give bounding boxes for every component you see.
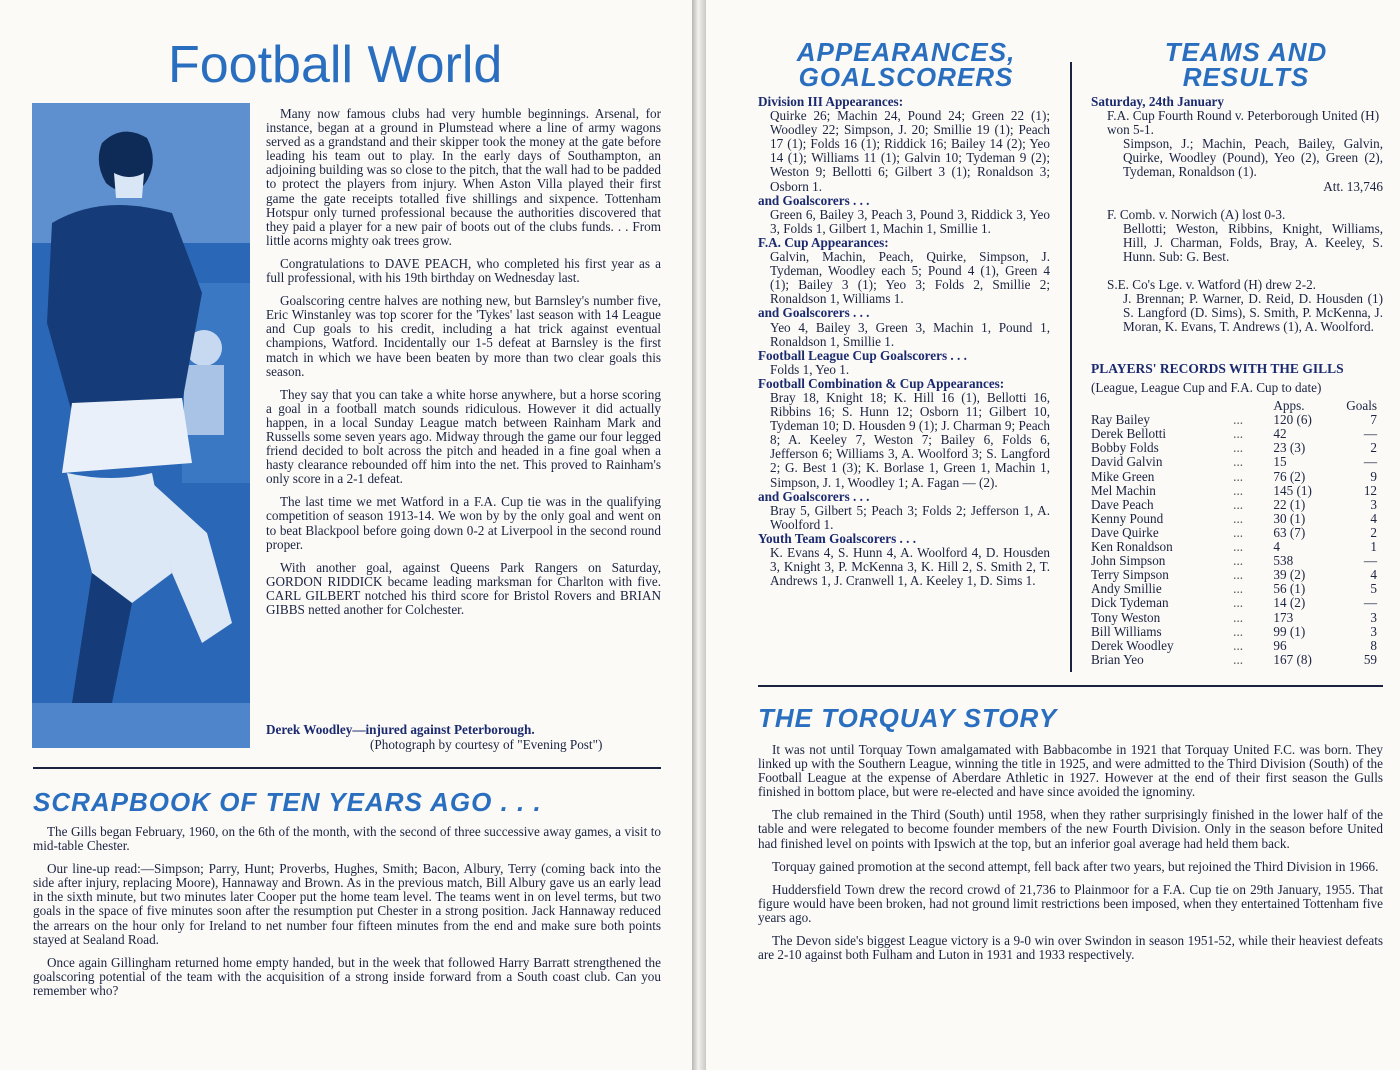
leader-dots: ...: [1233, 468, 1244, 484]
player-apps: 56 (1): [1273, 581, 1306, 597]
result-attendance: Att. 13,746: [1323, 178, 1383, 194]
player-apps: 15: [1273, 454, 1287, 470]
player-name: Brian Yeo: [1091, 651, 1144, 667]
player-apps: 39 (2): [1273, 567, 1306, 583]
leader-dots: ...: [1233, 454, 1244, 470]
article-paragraph: Goalscoring centre halves are nothing new, but Barnsley's number five, Eric Winstanley was top scorer for the 'Tykes' last season with 14 League and Cup goals to his credit, including a hat trick against eventual champions, Watford. Incidentally our 1-5 defeat at Barnsley is the first match in which we have been beaten by more than two clear goals this season.: [266, 293, 661, 379]
photo-caption-credit: (Photograph by courtesy of "Evening Post"): [370, 737, 603, 752]
leader-dots: ...: [1233, 581, 1244, 597]
leader-dots: ...: [1233, 539, 1244, 555]
player-goals: —: [1363, 553, 1378, 569]
section-text: Yeo 4, Bailey 3, Green 3, Machin 1, Pound 1, Ronaldson 1, Smillie 1.: [770, 319, 1050, 349]
leader-dots: ...: [1233, 426, 1244, 442]
player-apps: 42: [1273, 426, 1287, 442]
section-heading: and Goalscorers . . .: [758, 488, 870, 504]
section-heading: Youth Team Goalscorers . . .: [758, 530, 917, 546]
leader-dots: ...: [1233, 524, 1244, 540]
records-subtitle: (League, League Cup and F.A. Cup to date): [1091, 380, 1322, 396]
result-block: [1091, 278, 1383, 334]
player-apps: 173: [1273, 609, 1294, 625]
match-date: Saturday, 24th January: [1091, 94, 1225, 109]
player-record-row: [1091, 512, 1383, 526]
player-name: Kenny Pound: [1091, 510, 1164, 526]
player-name: Dick Tydeman: [1091, 595, 1169, 611]
player-record-row: [1091, 526, 1383, 540]
result-block: [1091, 109, 1383, 194]
player-goals: 12: [1363, 482, 1378, 498]
player-record-row: [1091, 455, 1383, 469]
scrapbook-title: SCRAPBOOK OF TEN YEARS AGO . . .: [33, 787, 542, 817]
page-title: Football World: [168, 36, 503, 94]
player-name: Derek Bellotti: [1091, 426, 1167, 442]
photo-caption: [266, 722, 661, 752]
torquay-title: THE TORQUAY STORY: [758, 703, 1058, 733]
scrapbook-paragraph: Once again Gillingham returned home empty handed, but in the week that followed Harry Barratt strengthened the goalscoring potential of the team with the acquisition of a strong inside forward from a South coast club. Can you remember who?: [33, 954, 661, 998]
player-goals: 4: [1370, 567, 1378, 583]
leader-dots: ...: [1233, 496, 1244, 512]
player-name: Bobby Folds: [1091, 440, 1159, 456]
section-heading: Division III Appearances:: [758, 94, 904, 109]
player-goals: —: [1363, 595, 1378, 611]
player-apps: 145 (1): [1273, 482, 1312, 498]
scrapbook-paragraph: The Gills began February, 1960, on the 6th of the month, with the second of three successive away games, a visit to mid-table Chester.: [33, 824, 661, 854]
player-apps: 4: [1273, 539, 1280, 555]
result-team: Simpson, J.; Machin, Peach, Bailey, Galvin, Quirke, Woodley (Pound), Yeo (2), Green (2), Tydeman, Ronaldson (1).: [1123, 136, 1383, 180]
player-goals: 2: [1370, 524, 1378, 540]
section-text: Bray 18, Knight 18; K. Hill 16 (1), Bellotti 16, Ribbins 16; S. Hunn 12; Osborn 11; Gilbert 10, Tydeman 10; D. Housden 9 (1); J. Charman 9; Peach 8; A. Keeley 7, Weston 7; Bailey 6, Folds 6, Jefferson 6; Williams 3, A. Woolford 3; S. Langford 2; G. Best 1 (3); K. Borlase 1, Green 1, Machin 1, Simpson, J. 1, Woodley 1; A. Fagan — (2).: [770, 389, 1050, 490]
result-line: F.A. Cup Fourth Round v. Peterborough United (H) won 5-1.: [1107, 108, 1380, 138]
right-page: [706, 0, 1400, 1070]
player-record-row: [1091, 554, 1383, 568]
leader-dots: ...: [1233, 510, 1244, 526]
section-text: K. Evans 4, S. Hunn 4, A. Woolford 4, D. Housden 3, Knight 3, P. McKenna 3, K. Hill 2, S. Smith 2, T. Andrews 1, J. Cranwell 1, A. Keeley 1, D. Sims 1.: [770, 545, 1050, 589]
article-paragraph: With another goal, against Queens Park Rangers on Saturday, GORDON RIDDICK became leading marksman for Charlton with five. CARL GILBERT notched his third score for Bristol Rovers and BRIAN GIBBS netted another for Colchester.: [266, 559, 661, 617]
player-record-row: [1091, 625, 1383, 639]
section-heading: F.A. Cup Appearances:: [758, 234, 889, 250]
player-record-row: [1091, 611, 1383, 625]
page-gutter: [692, 0, 706, 1070]
player-name: Dave Quirke: [1091, 524, 1159, 540]
player-goals: 3: [1370, 609, 1378, 625]
torquay-paragraph: The club remained in the Third (South) until 1958, when they rather surprisingly finished in the lower half of the table and were relegated to become founder members of the new Fourth Division. Only in the season before United had finished level on points with Ipswich at the top, but an inferior goal average had held them back.: [758, 807, 1383, 851]
left-page: [0, 0, 692, 1070]
appearances-title-line: GOALSCORERS: [798, 62, 1014, 92]
result-line: S.E. Co's Lge. v. Watford (H) drew 2-2.: [1107, 277, 1316, 293]
player-record-row: [1091, 596, 1383, 610]
player-goals: 9: [1370, 468, 1378, 484]
section-text: Folds 1, Yeo 1.: [770, 361, 850, 377]
player-record-row: [1091, 540, 1383, 554]
appearances-title: [786, 37, 1026, 92]
player-apps: 538: [1273, 553, 1294, 569]
player-record-row: [1091, 582, 1383, 596]
player-name: Ken Ronaldson: [1091, 539, 1173, 555]
player-record-row: [1091, 653, 1383, 667]
leader-dots: ...: [1233, 609, 1244, 625]
article-paragraph: Congratulations to DAVE PEACH, who completed his first year as a full professional, with his 19th birthday on Wednesday last.: [266, 255, 661, 286]
player-goals: 5: [1370, 581, 1378, 597]
player-goals: —: [1363, 426, 1378, 442]
player-photo-illustration: [32, 103, 250, 748]
section-heading: and Goalscorers . . .: [758, 192, 870, 208]
player-record-row: [1091, 441, 1383, 455]
leader-dots: ...: [1233, 567, 1244, 583]
player-name: Mel Machin: [1091, 482, 1156, 498]
player-record-row: [1091, 484, 1383, 498]
player-record-row: [1091, 639, 1383, 653]
article-paragraph: They say that you can take a white horse anywhere, but a horse scoring a goal in a football match sounds ridiculous. However it did actually happen, in a local Sunday League match between Rainham Mark and Russells some seven years ago. Midway through the game our four legged friend decided to bolt across the pitch and headed in a fine goal when a hasty clearance rebounded off him into the net. This proved to Rainham's only score in a 2-1 defeat.: [266, 386, 661, 487]
player-goals: 1: [1370, 539, 1378, 555]
player-name: Ray Bailey: [1091, 412, 1150, 428]
player-apps: 14 (2): [1273, 595, 1306, 611]
scrapbook-paragraph: Our line-up read:—Simpson; Parry, Hunt; Proverbs, Hughes, Smith; Bacon, Albury, Terry (coming back into the side after injury, replacing Moore), Hannaway and Brown. As in the previous match, Bill Albury gave us an early lead in the sixth minute, but two minutes later Cooper put the home team level. The teams went in on level terms, but two goals in the space of five minutes soon after the resumption put Chester in a strong position. Jack Hannaway reduced the arrears on the hour only for Ireland to net number four fifteen minutes from the end and make sure both points stayed at Sealand Road.: [33, 861, 661, 947]
player-goals: 7: [1370, 412, 1378, 428]
torquay-paragraph: Torquay gained promotion at the second attempt, fell back after two years, but rejoined the Third Division in 1966.: [772, 858, 1379, 874]
records-table: [1091, 413, 1383, 667]
result-team: Bellotti; Weston, Ribbins, Knight, Williams, Hill, J. Charman, Folds, Bray, A. Keeley, S. Hunn. Sub: G. Best.: [1123, 220, 1383, 264]
player-apps: 120 (6): [1273, 412, 1312, 428]
player-apps: 30 (1): [1273, 510, 1306, 526]
player-goals: 59: [1363, 651, 1378, 667]
player-record-row: [1091, 427, 1383, 441]
section-heading: Football League Cup Goalscorers . . .: [758, 347, 967, 363]
player-record-row: [1091, 413, 1383, 427]
torquay-paragraph: Huddersfield Town drew the record crowd of 21,736 to Plainmoor for a F.A. Cup tie on 29th January, 1955. That figure would have been broken, had not ground limit restrictions been imposed, when they entertained Tottenham five years ago.: [758, 881, 1383, 925]
section-text: Bray 5, Gilbert 5; Peach 3; Folds 2; Jefferson 1, A. Woolford 1.: [770, 502, 1050, 532]
photo-caption-title: Derek Woodley—injured against Peterborough.: [266, 722, 535, 737]
leader-dots: ...: [1233, 553, 1244, 569]
player-name: Andy Smillie: [1091, 581, 1162, 597]
player-goals: 3: [1370, 496, 1378, 512]
player-apps: 23 (3): [1273, 440, 1306, 456]
teams-title-line: RESULTS: [1182, 62, 1310, 92]
section-divider: [33, 767, 661, 769]
article-paragraph: Many now famous clubs had very humble beginnings. Arsenal, for instance, began at a ground in Plumstead where a line of army wagons served as a grandstand and their skipper took the money at the gate before leading his team out to play. In the early days of Southampton, an adjoining building was so close to the pitch, that the wall had to be padded to protect the players from injury. When Aston Villa played their first game the gate receipts totalled five shillings and sixpence. Tottenham Hotspur only turned professional because the authorities discovered that they paid a player for a new pair of boots out of the clubs funds. . . From little acorns mighty oak trees grow.: [266, 106, 661, 248]
leader-dots: ...: [1233, 440, 1244, 456]
goals-header: Goals: [1346, 398, 1378, 414]
player-goals: 4: [1370, 510, 1378, 526]
player-apps: 167 (8): [1273, 651, 1312, 667]
apps-header: Apps.: [1273, 398, 1305, 414]
records-header: [1091, 399, 1383, 413]
player-goals: 2: [1370, 440, 1378, 456]
article-paragraph: The last time we met Watford in a F.A. Cup tie was in the qualifying competition of season 1913-14. We won by by the only goal and went on to beat Blackpool before going down 0-2 at Liverpool in the second round proper.: [266, 494, 661, 552]
player-goals: 3: [1370, 623, 1378, 639]
player-record-row: [1091, 568, 1383, 582]
player-record-row: [1091, 498, 1383, 512]
player-name: Derek Woodley: [1091, 637, 1174, 653]
player-goals: 8: [1370, 637, 1378, 653]
result-block: [1091, 208, 1383, 264]
torquay-paragraph: The Devon side's biggest League victory is a 9-0 win over Swindon in season 1951-52, while their heaviest defeats are 2-10 against both Fulham and Luton in 1931 and 1933 respectively.: [758, 933, 1383, 963]
section-text: Green 6, Bailey 3, Peach 3, Pound 3, Riddick 3, Yeo 3, Folds 1, Gilbert 1, Machin 1, Smillie 1.: [770, 206, 1050, 236]
player-record-row: [1091, 470, 1383, 484]
result-team: J. Brennan; P. Warner, D. Reid, D. Housden (1) S. Langford (D. Sims), S. Smith, P. McKenna, J. Moran, K. Evans, T. Andrews (1), A. Woolford.: [1123, 291, 1383, 335]
leader-dots: ...: [1233, 595, 1244, 611]
section-text: Galvin, Machin, Peach, Quirke, Simpson, J. Tydeman, Woodley each 5; Pound 4 (1), Green 4 (1); Bailey 3 (1); Yeo 3; Folds 2, Smillie 2; Ronaldson 1, Williams 1.: [770, 249, 1050, 307]
teams-title-line: TEAMS AND: [1164, 37, 1328, 67]
player-name: Mike Green: [1091, 468, 1155, 484]
appearances-title-line: APPEARANCES,: [796, 37, 1016, 67]
column-divider: [1070, 62, 1072, 672]
player-photo: [32, 103, 250, 748]
results-list: [1091, 95, 1383, 334]
appearances-list: [758, 95, 1050, 588]
player-name: David Galvin: [1091, 454, 1163, 470]
player-name: Terry Simpson: [1091, 567, 1169, 583]
player-name: Tony Weston: [1091, 609, 1161, 625]
leader-dots: ...: [1233, 482, 1244, 498]
leader-dots: ...: [1233, 623, 1244, 639]
section-text: Quirke 26; Machin 24, Pound 24; Green 22 (1); Woodley 22; Simpson, J. 20; Smillie 19 (1); Peach 17 (1); Folds 16 (1); Riddick 16; Bailey 14 (2); Yeo 14 (1); Williams 11 (1); Galvin 10; Tydeman 9 (2); Weston 9; Bellotti 6; Gilbert 3 (1); Ronaldson 3; Osborn 1.: [770, 108, 1050, 194]
players-records: [1091, 362, 1383, 667]
torquay-paragraph: It was not until Torquay Town amalgamated with Babbacombe in 1921 that Torquay United F.C. was born. They linked up with the Southern League, winning the title in 1925, and were admitted to the Third Division (South) of the Football League at the expense of Aberdare Athletic in 1927. However at the end of their first season the Gulls finished in bottom place, but were re-elected and have since avoided the ignominy.: [758, 742, 1383, 800]
player-goals: —: [1363, 454, 1378, 470]
leader-dots: ...: [1233, 412, 1244, 428]
result-line: F. Comb. v. Norwich (A) lost 0-3.: [1107, 206, 1286, 222]
player-apps: 96: [1273, 637, 1287, 653]
section-heading: Football Combination & Cup Appearances:: [758, 375, 1005, 391]
player-name: Bill Williams: [1091, 623, 1162, 639]
teams-title: [1126, 37, 1366, 92]
section-heading: and Goalscorers . . .: [758, 305, 870, 321]
player-name: Dave Peach: [1091, 496, 1154, 512]
player-apps: 63 (7): [1273, 524, 1306, 540]
player-apps: 22 (1): [1273, 496, 1306, 512]
section-divider: [758, 685, 1383, 687]
player-apps: 99 (1): [1273, 623, 1306, 639]
player-name: John Simpson: [1091, 553, 1166, 569]
leader-dots: ...: [1233, 651, 1244, 667]
records-title: PLAYERS' RECORDS WITH THE GILLS: [1091, 361, 1344, 376]
leader-dots: ...: [1233, 637, 1244, 653]
player-apps: 76 (2): [1273, 468, 1306, 484]
